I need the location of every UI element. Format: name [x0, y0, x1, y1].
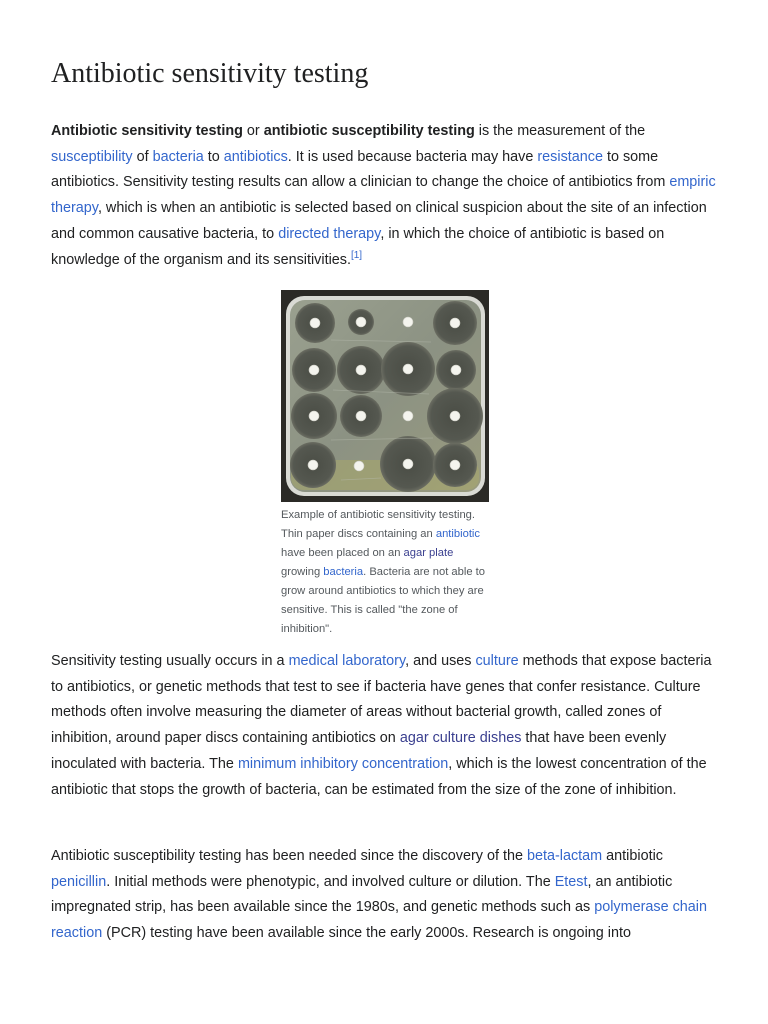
text-run: methods that expose bacteria to antibiotics, or genetic methods that test to see if bacteria have genes that confer resistance. Culture methods often involve measuring the diameter of areas without bacterial growth, called zones of inhibition, around paper discs containing antibiotics on	[51, 653, 712, 747]
paragraph-history	[51, 844, 721, 947]
text-run: of	[132, 148, 153, 165]
text-run: is the measurement of the	[474, 123, 646, 139]
link-agar-culture-dishes[interactable]: agar culture dishes	[399, 730, 522, 747]
link-culture[interactable]: culture	[475, 653, 519, 669]
agar-plate-image[interactable]	[281, 290, 489, 502]
reference-link[interactable]: [1]	[350, 249, 363, 261]
link-directed-therapy[interactable]: directed therapy	[278, 225, 381, 242]
text-run: or	[242, 123, 264, 139]
caption-link-antibiotic[interactable]: antibiotic	[435, 528, 481, 540]
text-run: , and uses	[405, 653, 476, 669]
intro-paragraph	[51, 119, 721, 273]
link-resistance[interactable]: resistance	[537, 148, 603, 165]
link-susceptibility[interactable]: susceptibility	[51, 148, 133, 165]
figure	[281, 290, 491, 639]
caption-link-agar-plate[interactable]: agar plate	[403, 547, 454, 559]
link-medical-laboratory[interactable]: medical laboratory	[288, 653, 406, 669]
text-run: Sensitivity testing usually occurs in a	[51, 653, 289, 669]
caption-text: have been placed on an	[281, 547, 404, 559]
caption-link-bacteria[interactable]: bacteria	[323, 566, 364, 578]
text-run: antibiotic	[602, 848, 663, 864]
link-beta-lactam[interactable]: beta-lactam	[526, 848, 603, 864]
page-title: Antibiotic sensitivity testing	[51, 58, 369, 89]
text-run: . It is used because bacteria may have	[287, 148, 538, 165]
bold-term: antibiotic susceptibility testing	[263, 123, 475, 139]
text-run: Antibiotic susceptibility testing has been needed since the discovery of the	[51, 848, 527, 864]
text-run: . Initial methods were phenotypic, and involved culture or dilution. The	[106, 873, 555, 890]
figure-caption	[281, 506, 491, 639]
text-run: , which is the lowest concentration of the antibiotic that stops the growth of bacteria, can be estimated from the size of the zone of inhibition.	[51, 755, 707, 798]
text-run: , an antibiotic impregnated strip, has been available since the 1980s, and genetic methods such as	[51, 873, 673, 916]
link-minimum-inhibitory-concentration[interactable]: minimum inhibitory concentration	[237, 755, 449, 772]
text-run: that have been evenly inoculated with bacteria. The	[51, 730, 667, 772]
bold-term: Antibiotic sensitivity testing	[51, 123, 243, 139]
agar-plate-photo	[281, 290, 489, 502]
text-run: to some antibiotics. Sensitivity testing results can allow a clinician to change the choice of antibiotics from	[51, 148, 670, 191]
link-etest[interactable]: Etest	[554, 873, 588, 890]
link-penicillin[interactable]: penicillin	[51, 873, 107, 890]
caption-text: Example of antibiotic sensitivity testing. Thin paper discs containing an	[281, 509, 476, 540]
text-run: , in which the choice of antibiotic is based on knowledge of the organism and its sensitivities.	[51, 225, 665, 268]
caption-text: . Bacteria are not able to grow around antibiotics to which they are sensitive. This is called "the zone of inhibition".	[281, 566, 486, 635]
link-polymerase-chain-reaction[interactable]: polymerase chain reaction	[51, 899, 707, 942]
link-bacteria[interactable]: bacteria	[152, 148, 204, 165]
text-run: (PCR) testing have been available since the early 2000s. Research is ongoing into	[102, 925, 631, 942]
text-run: , which is when an antibiotic is selected based on clinical suspicion about the site of an infection and common causative bacteria, to	[51, 200, 707, 242]
paragraph-sensitivity-testing	[51, 649, 721, 803]
link-antibiotics[interactable]: antibiotics	[223, 148, 288, 165]
text-run: to	[203, 148, 224, 165]
link-empiric-therapy[interactable]: empiric therapy	[51, 174, 716, 217]
caption-text: growing	[281, 566, 324, 578]
